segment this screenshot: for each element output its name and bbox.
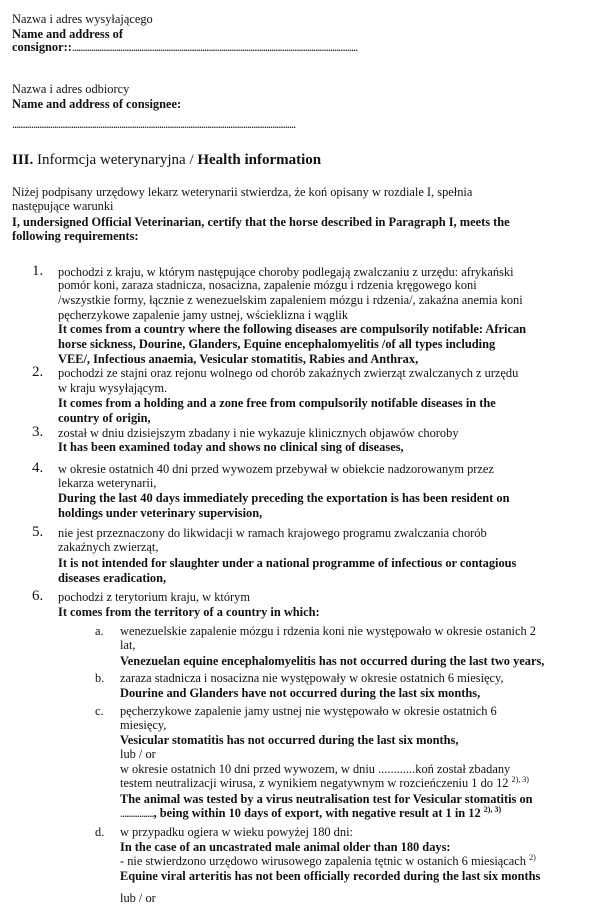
item-pl: w kraju wysyłającym. bbox=[58, 380, 168, 395]
item-en: It comes from a holding and a zone free from compulsorily notifable diseases in the bbox=[58, 396, 496, 411]
item-en: It has been examined today and shows no clinical sing of diseases, bbox=[58, 440, 404, 455]
item-pl: nie jest przeznaczony do likwidacji w ramach krajowego programu zwalczania chorób bbox=[58, 525, 487, 540]
item-pl: został w dniu dzisiejszym zbadany i nie wykazuje klinicznych objawów choroby bbox=[58, 426, 459, 441]
intro-en-1: I, undersigned Official Veterinarian, certify that the horse described in Paragraph I, meets the bbox=[12, 214, 510, 229]
or-text: lub / or bbox=[120, 746, 156, 761]
item-en: VEE/, Infectious anaemia, Vesicular stomatitis, Rabies and Anthrax, bbox=[58, 351, 419, 366]
consignee-field[interactable]: ....................................................................................................................................... bbox=[12, 116, 296, 131]
subitem-en: Dourine and Glanders have not occurred during the last six months, bbox=[120, 685, 481, 700]
subitem-en: Venezuelan equine encephalomyelitis has not occurred during the last two years, bbox=[120, 653, 545, 668]
subitem-alt-pl-2 bbox=[120, 775, 529, 791]
item-number: 2. bbox=[32, 364, 44, 381]
footnote-ref: 2) bbox=[529, 853, 536, 863]
item-pl: pochodzi z kraju, w którym następujące choroby podlegają zwalczaniu z urzędu: afrykański bbox=[58, 264, 514, 279]
consignee-label-en: Name and address of consignee: bbox=[12, 96, 182, 111]
consignor-label-en-2: consignor:: bbox=[12, 40, 72, 55]
subitem-letter: b. bbox=[95, 671, 105, 685]
item-en: country of origin, bbox=[58, 410, 151, 425]
or-label bbox=[120, 746, 156, 762]
item-pl: pęcherzykowe zapalenie jamy ustnej, wścieklizna i wąglik bbox=[58, 307, 349, 322]
item-en: It comes from the territory of a country in which: bbox=[58, 605, 320, 620]
subitem-pl: miesięcy, bbox=[120, 717, 167, 732]
consignor-label-en: Name and address of bbox=[12, 26, 123, 41]
item-number: 4. bbox=[32, 460, 44, 477]
item-pl: pomór koni, zaraza stadnicza, nosacizna, zapalenie mózgu i rdzenia kręgowego koni bbox=[58, 278, 477, 293]
item-en: holdings under veterinary supervision, bbox=[58, 505, 263, 520]
heading-en: Health information bbox=[197, 151, 322, 168]
intro-pl-2: następujące warunki bbox=[12, 199, 114, 214]
consignee-label-pl: Nazwa i adres odbiorcy bbox=[12, 82, 130, 97]
heading-pl: Informcja weterynaryjna / bbox=[37, 151, 194, 168]
subitem-pl: w przypadku ogiera w wieku powyżej 180 dni: bbox=[120, 825, 353, 840]
subitem-en: In the case of an uncastrated male animal older than 180 days: bbox=[120, 839, 451, 854]
consignor-field[interactable] bbox=[12, 39, 357, 55]
footnote-ref: 2), 3) bbox=[511, 774, 529, 784]
subitem-pl: lat, bbox=[120, 638, 136, 653]
item-en: horse sickness, Dourine, Glanders, Equine encephalomyelitis /of all types including bbox=[58, 336, 496, 351]
heading-number: III. bbox=[12, 151, 34, 168]
subitem-alt-pl: w okresie ostatnich 10 dni przed wywozem, w dniu ............koń został zbadany bbox=[120, 762, 511, 777]
item-en: During the last 40 days immediately preceding the exportation is has been resident on bbox=[58, 491, 510, 506]
subitem-letter: a. bbox=[95, 624, 104, 639]
alt-pl-text: testem neutralizacji wirusa, z wynikiem negatywnym w rozcieńczeniu 1 do 12 bbox=[120, 775, 509, 790]
item-en: diseases eradication, bbox=[58, 570, 167, 585]
subitem-en-2: Equine viral arteritis has not been officially recorded during the last six months bbox=[120, 869, 541, 884]
consignor-label-pl: Nazwa i adres wysyłającego bbox=[12, 11, 153, 26]
subitem-alt-en-2 bbox=[120, 805, 501, 821]
item-number: 1. bbox=[32, 262, 44, 279]
date-field[interactable]: ................ bbox=[120, 806, 154, 821]
subitem-pl: wenezuelskie zapalenie mózgu i rdzenia koni nie występowało w okresie ostanich 2 bbox=[120, 624, 536, 639]
subitem-en: Vesicular stomatitis has not occurred during the last six months, bbox=[120, 733, 459, 748]
item-number: 5. bbox=[32, 523, 44, 540]
subitem-letter: c. bbox=[95, 703, 104, 718]
subitem-pl: zaraza stadnicza i nosacizna nie występowały w okresie ostatnich 6 miesięcy, bbox=[120, 671, 504, 685]
item-pl: zakaźnych zwierząt, bbox=[58, 540, 159, 555]
alt-en-text: , being within 10 days of export, with negative result at 1 in 12 bbox=[153, 806, 481, 821]
subitem-alt-en: The animal was tested by a virus neutralisation test for Vesicular stomatitis on bbox=[120, 791, 533, 806]
item-pl: lekarza weterynarii, bbox=[58, 475, 157, 490]
item-pl: pochodzi ze stajni oraz rejonu wolnego od chorób zakaźnych zwierząt zwalczanych z urzędu bbox=[58, 366, 519, 381]
item-pl: pochodzi z terytorium kraju, w którym bbox=[58, 589, 251, 604]
item-en: It is not intended for slaughter under a national programme of infectious or contagious bbox=[58, 555, 517, 570]
item-en: It comes from a country where the following diseases are compulsorily notifable: African bbox=[58, 322, 527, 337]
or-label: lub / or bbox=[120, 891, 156, 905]
subitem-pl-2 bbox=[120, 853, 536, 869]
consignor-dots: ........................................................................................................................................ bbox=[71, 40, 358, 55]
section-heading bbox=[12, 152, 321, 168]
pl2-text: - nie stwierdzono urzędowo wirusowego zapalenia tętnic w ostanich 6 miesiącach bbox=[120, 854, 526, 869]
item-pl: /wszystkie formy, łącznie z wenezuelskim zapaleniem mózgu i rdzenia/, zakaźna anemia koni bbox=[58, 293, 523, 308]
item-number: 6. bbox=[32, 587, 44, 604]
item-pl: w okresie ostatnich 40 dni przed wywozem przebywał w obiekcie nadzorowanym przez bbox=[58, 461, 494, 476]
footnote-ref: 2), 3) bbox=[483, 804, 502, 814]
subitem-letter: d. bbox=[95, 825, 105, 840]
intro-pl-1: Niżej podpisany urzędowy lekarz weterynarii stwierdza, że koń opisany w rozdiale I, spełnia bbox=[12, 185, 473, 200]
intro-en-2: following requirements: bbox=[12, 229, 139, 244]
subitem-pl: pęcherzykowe zapalenie jamy ustnej nie występowało w okresie ostatnich 6 bbox=[120, 703, 497, 718]
item-number: 3. bbox=[32, 424, 44, 441]
